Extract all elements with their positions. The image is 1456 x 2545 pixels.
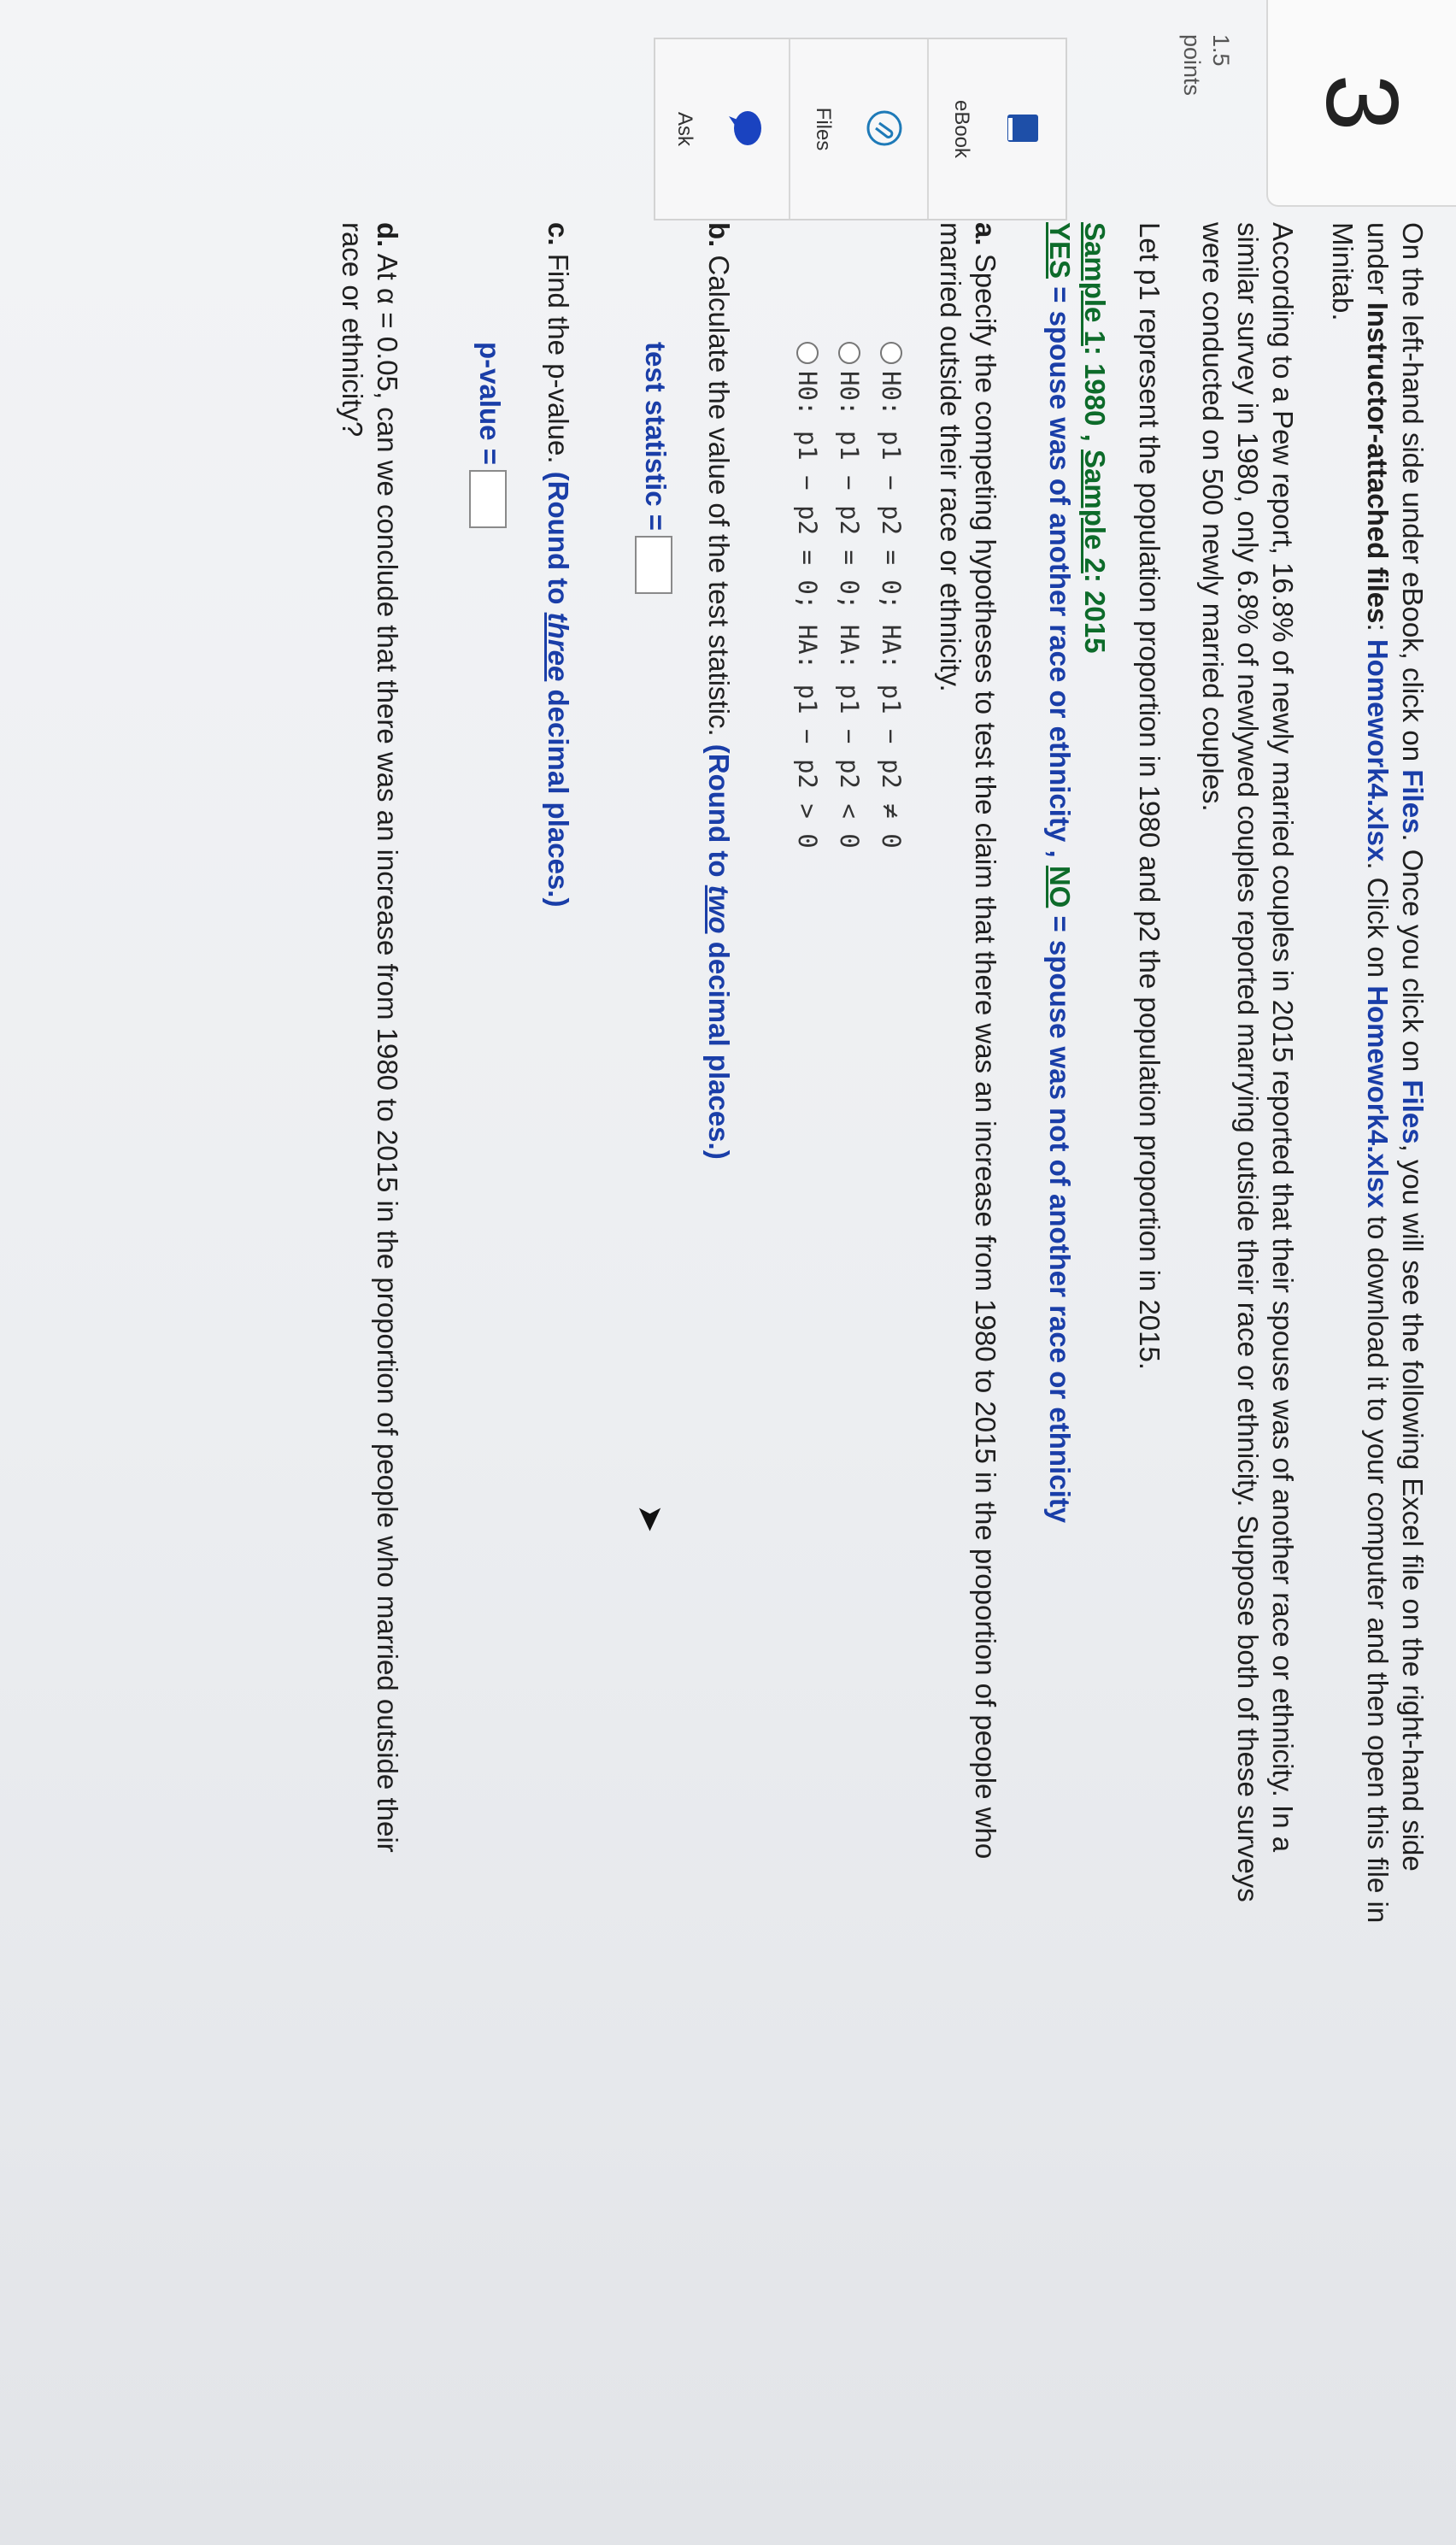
yes-definition: = spouse was of another race or ethnicity , xyxy=(1044,279,1076,866)
part-c-label: c. xyxy=(543,222,574,246)
p-value-field xyxy=(469,342,508,528)
round-note: decimal places.) xyxy=(703,933,735,1160)
test-statistic-input[interactable] xyxy=(635,536,672,594)
ask-button[interactable] xyxy=(652,39,789,219)
intro-line: were conducted on 500 newly married couples. xyxy=(1197,222,1229,812)
part-d-text: race or ethnicity? xyxy=(337,222,368,438)
files-link[interactable]: Files xyxy=(1397,769,1429,834)
part-a-text: Specify the competing hypotheses to test the claim that there was an increase from 1980 to 2015 in the proportion of people who xyxy=(970,245,1001,1860)
part-a-label: a. xyxy=(970,222,1001,246)
homework-file-link[interactable]: Homework4.xlsx xyxy=(1362,638,1394,862)
mouse-cursor-icon: ➤ xyxy=(631,1504,669,1533)
sample1-label: Sample 1 xyxy=(1079,222,1111,346)
points-indicator xyxy=(1177,34,1236,96)
radio-button[interactable] xyxy=(880,342,902,364)
instructions xyxy=(1325,222,1430,1923)
part-d-label: d. xyxy=(372,222,403,248)
instructions-text: under xyxy=(1362,222,1394,303)
p-value-input[interactable] xyxy=(469,470,507,528)
round-note: decimal places.) xyxy=(543,681,574,908)
part-b-label: b. xyxy=(703,222,735,248)
files-link[interactable]: Files xyxy=(1397,1079,1429,1144)
samples-block xyxy=(1042,222,1113,1523)
no-definition: = spouse was not of another race or ethnicity xyxy=(1044,908,1076,1524)
ebook-button[interactable] xyxy=(927,39,1066,219)
paperclip-icon xyxy=(864,108,905,149)
round-note: two xyxy=(703,885,735,934)
hypothesis-option[interactable] xyxy=(871,342,913,849)
files-label: Files xyxy=(812,107,835,151)
points-label: points xyxy=(1179,34,1205,97)
sample2-label: Sample 2 xyxy=(1079,450,1111,573)
ask-label: Ask xyxy=(673,111,696,146)
instructions-text: . Click on xyxy=(1362,861,1394,986)
part-d-prompt xyxy=(335,222,405,1853)
instructions-text: Minitab. xyxy=(1327,222,1359,321)
intro-line: similar survey in 1980, only 6.8% of newlywed couples reported marrying outside their race or ethnicity. Suppose both of these surveys xyxy=(1232,222,1264,1902)
points-value: 1.5 xyxy=(1208,34,1234,67)
intro-line: According to a Pew report, 16.8% of newly married couples in 2015 reported that their spouse was of another race or ethnicity. In a xyxy=(1267,222,1299,1853)
instructor-files-text: Instructor-attached files xyxy=(1362,302,1394,624)
no-label: NO xyxy=(1044,865,1076,908)
option-text: H0: p1 − p2 = 0; HA: p1 − p2 < 0 xyxy=(835,371,864,849)
instructions-text: . Once you click on xyxy=(1397,833,1429,1080)
option-text: H0: p1 − p2 = 0; HA: p1 − p2 > 0 xyxy=(793,371,822,849)
book-icon xyxy=(1002,108,1043,149)
instructions-text: , you will see the following Excel file on the right-hand side xyxy=(1397,1143,1429,1872)
hypothesis-option[interactable] xyxy=(787,342,829,849)
files-button[interactable] xyxy=(789,39,927,219)
part-c-prompt xyxy=(541,222,576,907)
question-number-box xyxy=(1266,0,1456,207)
round-note: three xyxy=(543,612,574,682)
part-b-text: Calculate the value of the test statistic. xyxy=(703,247,735,744)
part-a-prompt xyxy=(933,222,1003,1859)
instructions-text: : xyxy=(1362,623,1394,639)
definition-text: Let p1 represent the population proportion in 1980 and p2 the population proportion in 2015. xyxy=(1134,222,1165,1371)
chat-bubble-icon xyxy=(725,108,766,149)
test-statistic-field xyxy=(635,342,673,594)
option-text: H0: p1 − p2 = 0; HA: p1 − p2 ≠ 0 xyxy=(877,371,906,849)
sample2-value: : 2015 xyxy=(1079,573,1111,654)
part-a-text: married outside their race or ethnicity. xyxy=(935,222,966,692)
part-d-text: At α = 0.05, can we conclude that there was an increase from 1980 to 2015 in the proportion of people who married outside their xyxy=(372,247,403,1853)
sample1-value: : 1980 , xyxy=(1079,345,1111,450)
hypothesis-option[interactable] xyxy=(829,342,871,849)
radio-button[interactable] xyxy=(796,342,819,364)
homework-file-link[interactable]: Homework4.xlsx xyxy=(1362,985,1394,1208)
tool-panel xyxy=(654,38,1067,220)
p-value-label: p-value = xyxy=(474,342,506,465)
yes-label: YES xyxy=(1044,222,1076,279)
part-b-prompt xyxy=(702,222,737,1160)
instructions-text: to download it to your computer and then open this file in xyxy=(1362,1208,1394,1924)
radio-button[interactable] xyxy=(838,342,860,364)
test-statistic-label: test statistic = xyxy=(640,342,672,532)
ebook-label: eBook xyxy=(950,99,973,159)
part-c-text: Find the p-value. xyxy=(543,245,574,472)
round-note: (Round to xyxy=(703,744,735,885)
question-number: 3 xyxy=(1305,73,1419,132)
round-note: (Round to xyxy=(543,471,574,613)
instructions-text: On the left-hand side under eBook, click on xyxy=(1397,222,1429,770)
intro-paragraph xyxy=(1195,222,1300,1902)
hypothesis-options xyxy=(787,342,913,849)
